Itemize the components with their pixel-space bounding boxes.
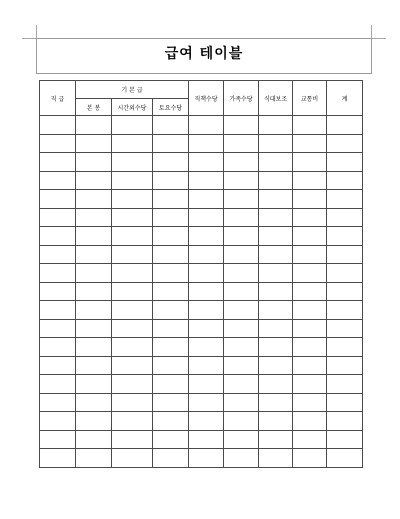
table-cell[interactable] — [259, 412, 293, 431]
table-cell[interactable] — [76, 282, 112, 301]
table-cell[interactable] — [153, 190, 189, 209]
table-cell[interactable] — [293, 227, 327, 246]
header-position: 직 급 — [40, 81, 76, 116]
table-cell[interactable] — [112, 412, 153, 431]
table-cell[interactable] — [76, 264, 112, 283]
table-cell[interactable] — [76, 412, 112, 431]
table-cell[interactable] — [327, 264, 363, 283]
table-cell[interactable] — [189, 208, 224, 227]
table-cell[interactable] — [224, 412, 259, 431]
table-cell[interactable] — [40, 393, 76, 412]
table-cell[interactable] — [112, 116, 153, 135]
table-cell[interactable] — [293, 171, 327, 190]
table-cell[interactable] — [40, 171, 76, 190]
table-cell[interactable] — [40, 449, 76, 468]
salary-table — [39, 80, 363, 468]
table-cell[interactable] — [153, 208, 189, 227]
table-cell[interactable] — [293, 282, 327, 301]
header-transport: 교통비 — [293, 81, 327, 116]
table-cell[interactable] — [259, 245, 293, 264]
table-cell[interactable] — [293, 134, 327, 153]
table-cell[interactable] — [76, 245, 112, 264]
table-cell[interactable] — [293, 338, 327, 357]
table-cell[interactable] — [189, 319, 224, 338]
table-cell[interactable] — [224, 430, 259, 449]
table-cell[interactable] — [327, 393, 363, 412]
table-cell[interactable] — [327, 338, 363, 357]
table-cell[interactable] — [327, 282, 363, 301]
table-cell[interactable] — [153, 319, 189, 338]
table-cell[interactable] — [259, 208, 293, 227]
table-cell[interactable] — [76, 430, 112, 449]
header-family-allowance: 가족수당 — [224, 81, 259, 116]
table-cell[interactable] — [327, 208, 363, 227]
table-cell[interactable] — [153, 282, 189, 301]
table-cell[interactable] — [40, 319, 76, 338]
header-row-top — [40, 81, 363, 99]
table-cell[interactable] — [189, 393, 224, 412]
table-cell[interactable] — [40, 245, 76, 264]
table-cell[interactable] — [112, 449, 153, 468]
table-cell[interactable] — [327, 356, 363, 375]
table-cell[interactable] — [153, 116, 189, 135]
table-cell[interactable] — [293, 356, 327, 375]
table-cell[interactable] — [112, 134, 153, 153]
table-row — [40, 356, 363, 375]
table-cell[interactable] — [76, 208, 112, 227]
table-cell[interactable] — [259, 430, 293, 449]
table-cell[interactable] — [293, 208, 327, 227]
table-cell[interactable] — [40, 430, 76, 449]
table-cell[interactable] — [259, 393, 293, 412]
table-cell[interactable] — [153, 301, 189, 320]
table-cell[interactable] — [259, 153, 293, 172]
table-row — [40, 338, 363, 357]
crop-mark-top-right-horizontal — [372, 38, 386, 39]
table-row — [40, 282, 363, 301]
table-cell[interactable] — [224, 356, 259, 375]
table-cell[interactable] — [76, 190, 112, 209]
table-cell[interactable] — [40, 301, 76, 320]
document-title: 급여 테이블 — [164, 46, 244, 62]
table-cell[interactable] — [293, 449, 327, 468]
table-cell[interactable] — [112, 375, 153, 394]
table-cell[interactable] — [259, 171, 293, 190]
table-cell[interactable] — [327, 319, 363, 338]
table-row — [40, 319, 363, 338]
table-row — [40, 190, 363, 209]
table-row — [40, 449, 363, 468]
table-cell[interactable] — [293, 245, 327, 264]
table-cell[interactable] — [327, 245, 363, 264]
table-cell[interactable] — [153, 356, 189, 375]
table-cell[interactable] — [293, 264, 327, 283]
table-cell[interactable] — [76, 116, 112, 135]
table-cell[interactable] — [76, 449, 112, 468]
table-cell[interactable] — [112, 208, 153, 227]
table-cell[interactable] — [224, 375, 259, 394]
table-cell[interactable] — [224, 245, 259, 264]
table-row — [40, 208, 363, 227]
header-base-pay: 기 본 급 — [76, 81, 189, 99]
table-cell[interactable] — [259, 264, 293, 283]
table-cell[interactable] — [112, 190, 153, 209]
table-cell[interactable] — [189, 301, 224, 320]
table-cell[interactable] — [327, 153, 363, 172]
header-base-salary: 본 봉 — [76, 99, 112, 116]
table-cell[interactable] — [327, 116, 363, 135]
table-cell[interactable] — [224, 282, 259, 301]
table-cell[interactable] — [259, 375, 293, 394]
table-cell[interactable] — [153, 245, 189, 264]
header-saturday-allowance: 토요수당 — [153, 99, 189, 116]
table-cell[interactable] — [259, 134, 293, 153]
table-cell[interactable] — [153, 134, 189, 153]
table-cell[interactable] — [224, 393, 259, 412]
table-cell[interactable] — [259, 301, 293, 320]
table-cell[interactable] — [189, 153, 224, 172]
table-cell[interactable] — [293, 153, 327, 172]
table-cell[interactable] — [40, 134, 76, 153]
table-cell[interactable] — [189, 190, 224, 209]
table-cell[interactable] — [153, 412, 189, 431]
table-cell[interactable] — [40, 208, 76, 227]
table-row — [40, 227, 363, 246]
table-cell[interactable] — [153, 227, 189, 246]
table-cell[interactable] — [327, 375, 363, 394]
table-cell[interactable] — [189, 449, 224, 468]
table-cell[interactable] — [327, 227, 363, 246]
table-cell[interactable] — [327, 301, 363, 320]
table-cell[interactable] — [189, 356, 224, 375]
table-cell[interactable] — [76, 134, 112, 153]
title-box — [36, 38, 372, 74]
crop-mark-top-left-horizontal — [22, 38, 36, 39]
table-cell[interactable] — [189, 134, 224, 153]
table-cell[interactable] — [76, 319, 112, 338]
table-cell[interactable] — [76, 393, 112, 412]
table-row — [40, 430, 363, 449]
table-cell[interactable] — [224, 227, 259, 246]
table-cell[interactable] — [153, 449, 189, 468]
table-cell[interactable] — [40, 412, 76, 431]
table-row — [40, 171, 363, 190]
table-cell[interactable] — [224, 338, 259, 357]
table-cell[interactable] — [40, 356, 76, 375]
table-cell[interactable] — [40, 338, 76, 357]
table-row — [40, 393, 363, 412]
table-cell[interactable] — [112, 319, 153, 338]
table-cell[interactable] — [112, 430, 153, 449]
table-cell[interactable] — [76, 356, 112, 375]
table-cell[interactable] — [293, 412, 327, 431]
table-cell[interactable] — [189, 116, 224, 135]
table-cell[interactable] — [112, 338, 153, 357]
table-cell[interactable] — [259, 319, 293, 338]
table-cell[interactable] — [293, 393, 327, 412]
table-cell[interactable] — [259, 116, 293, 135]
table-cell[interactable] — [153, 393, 189, 412]
table-cell[interactable] — [76, 227, 112, 246]
table-cell[interactable] — [76, 171, 112, 190]
table-cell[interactable] — [293, 301, 327, 320]
table-row — [40, 412, 363, 431]
table-cell[interactable] — [112, 171, 153, 190]
table-cell[interactable] — [112, 264, 153, 283]
table-cell[interactable] — [327, 430, 363, 449]
table-cell[interactable] — [112, 393, 153, 412]
table-cell[interactable] — [224, 171, 259, 190]
table-cell[interactable] — [112, 153, 153, 172]
table-cell[interactable] — [153, 153, 189, 172]
table-cell[interactable] — [112, 227, 153, 246]
table-cell[interactable] — [259, 449, 293, 468]
table-body — [40, 116, 363, 468]
table-cell[interactable] — [189, 375, 224, 394]
table-cell[interactable] — [112, 301, 153, 320]
table-row — [40, 134, 363, 153]
table-cell[interactable] — [327, 449, 363, 468]
table-cell[interactable] — [189, 171, 224, 190]
table-cell[interactable] — [40, 264, 76, 283]
table-cell[interactable] — [224, 264, 259, 283]
table-cell[interactable] — [153, 375, 189, 394]
table-cell[interactable] — [40, 227, 76, 246]
table-row — [40, 301, 363, 320]
table-cell[interactable] — [293, 116, 327, 135]
table-cell[interactable] — [224, 301, 259, 320]
table-cell[interactable] — [76, 301, 112, 320]
table-cell[interactable] — [189, 282, 224, 301]
table-cell[interactable] — [189, 412, 224, 431]
table-cell[interactable] — [259, 356, 293, 375]
table-cell[interactable] — [40, 153, 76, 172]
header-duty-allowance: 직책수당 — [189, 81, 224, 116]
table-cell[interactable] — [189, 227, 224, 246]
table-cell[interactable] — [259, 338, 293, 357]
table-cell[interactable] — [224, 208, 259, 227]
table-cell[interactable] — [327, 171, 363, 190]
table-cell[interactable] — [189, 264, 224, 283]
table-row — [40, 153, 363, 172]
table-cell[interactable] — [40, 375, 76, 394]
table-row — [40, 264, 363, 283]
table-cell[interactable] — [40, 282, 76, 301]
table-row — [40, 245, 363, 264]
header-overtime-allowance: 시간외수당 — [112, 99, 153, 116]
crop-mark-top-left-vertical — [36, 25, 37, 38]
table-cell[interactable] — [327, 412, 363, 431]
table-cell[interactable] — [76, 338, 112, 357]
table-cell[interactable] — [112, 245, 153, 264]
table-cell[interactable] — [76, 153, 112, 172]
table-row — [40, 116, 363, 135]
table-cell[interactable] — [224, 449, 259, 468]
table-cell[interactable] — [224, 153, 259, 172]
table-cell[interactable] — [76, 375, 112, 394]
table-cell[interactable] — [153, 171, 189, 190]
table-cell[interactable] — [153, 338, 189, 357]
table-cell[interactable] — [327, 190, 363, 209]
table-cell[interactable] — [293, 319, 327, 338]
table-cell[interactable] — [189, 245, 224, 264]
table-cell[interactable] — [112, 356, 153, 375]
crop-mark-top-right-vertical — [371, 25, 372, 38]
table-row — [40, 375, 363, 394]
table-cell[interactable] — [224, 190, 259, 209]
table-cell[interactable] — [224, 116, 259, 135]
table-cell[interactable] — [224, 134, 259, 153]
table-cell[interactable] — [327, 134, 363, 153]
table-cell[interactable] — [189, 338, 224, 357]
header-total: 계 — [327, 81, 363, 116]
table-cell[interactable] — [189, 430, 224, 449]
table-cell[interactable] — [40, 190, 76, 209]
table-cell[interactable] — [224, 319, 259, 338]
table-cell[interactable] — [293, 375, 327, 394]
table-cell[interactable] — [293, 430, 327, 449]
table-cell[interactable] — [153, 264, 189, 283]
table-cell[interactable] — [40, 116, 76, 135]
table-cell[interactable] — [293, 190, 327, 209]
table-cell[interactable] — [259, 190, 293, 209]
table-cell[interactable] — [259, 227, 293, 246]
table-cell[interactable] — [259, 282, 293, 301]
header-meal-allowance: 식대보조 — [259, 81, 293, 116]
table-cell[interactable] — [153, 430, 189, 449]
table-cell[interactable] — [112, 282, 153, 301]
